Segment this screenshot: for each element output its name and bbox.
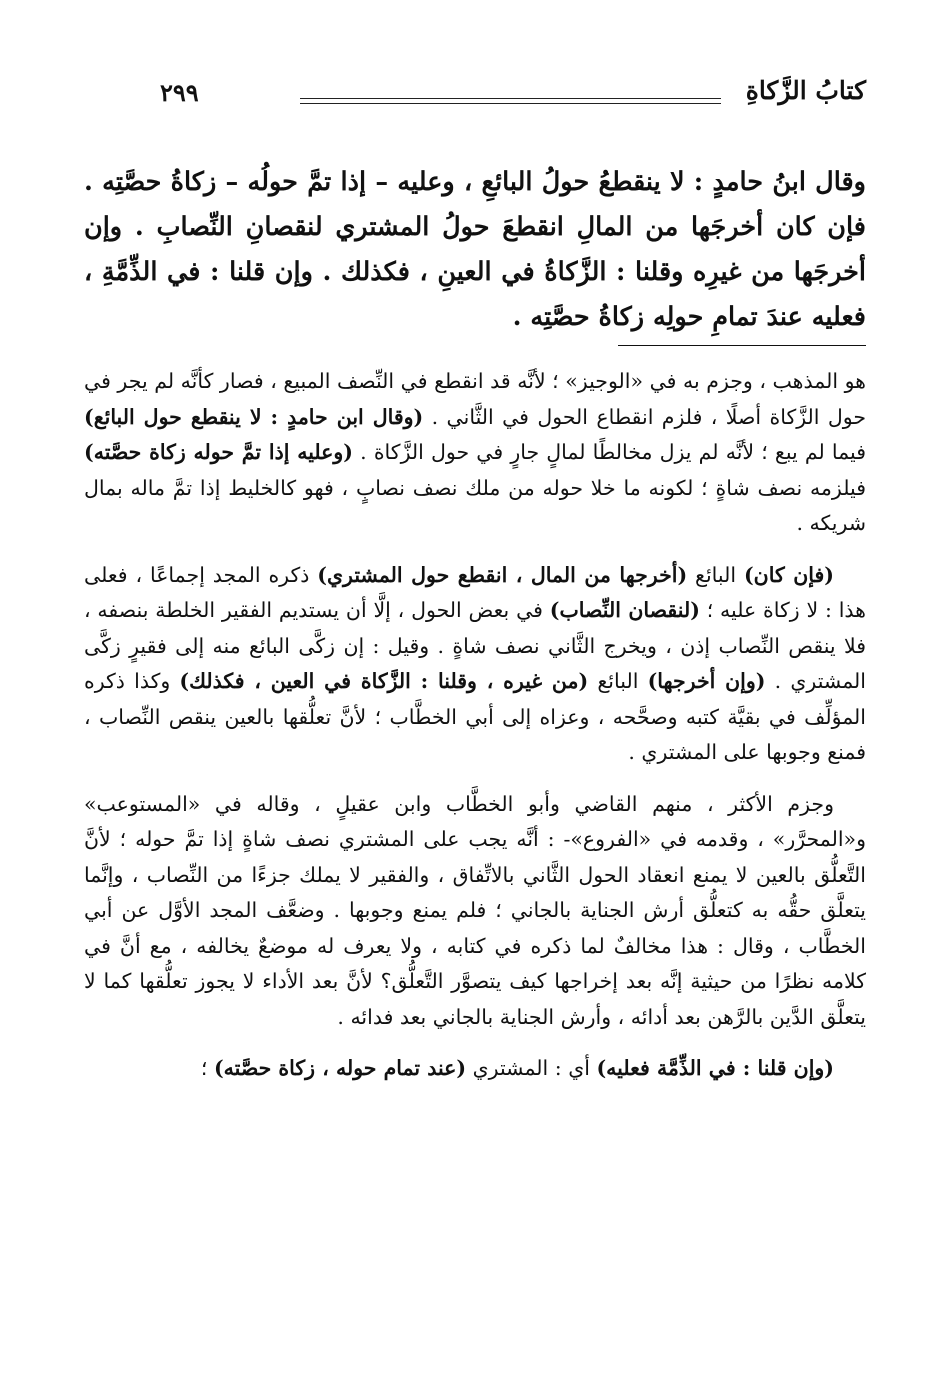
chapter-title: كتابُ الزَّكاةِ	[745, 76, 866, 105]
page-number: ٢٩٩	[160, 78, 199, 107]
page-header	[160, 72, 866, 112]
main-text: وقال ابنُ حامدٍ : لا ينقطعُ حولُ البائعِ ، وعليه – إذا تمَّ حولُه – زكاةُ حصَّتِه . فإن كان أخرجَها من المالِ انقطعَ حولُ المشتري لنقصانِ النِّصابِ . وإن أخرجَها من غيرِه وقلنا : الزَّكاةُ في العينِ ، فكذلك . وإن قلنا : في الذِّمَّةِ ، فعليه عندَ تمامِ حولِه زكاةُ حصَّتِه .	[84, 167, 866, 332]
commentary-paragraph-3: وجزم الأكثر ، منهم القاضي وأبو الخطَّاب وابن عقيلٍ ، وقاله في «المستوعب» و«المحرَّر» ، وقدمه في «الفروع»- : أنَّه يجب على المشتري نصف شاةٍ إذا تمَّ حوله ؛ لأنَّ التَّعلُّق بالعين لا يمنع انعقاد الحول الثَّاني بالاتِّفاق ، والفقير لا يملك جزءًا من النِّصاب ، وإنَّما يتعلَّق حقُّه به كتعلُّق أرش الجناية بالجاني ؛ فلم يمنع وجوبها . وضعَّف المجد الأوَّل عن أبي الخطَّاب ، وقال : هذا مخالفٌ لما ذكره في كتابه ، ولا يعرف له موضعٌ يخالفه ، مع أنَّ في كلامه نظرًا من حيثية إنَّه بعد إخراجها كيف يتصوَّر التَّعلُّق؟ لأنَّ بعد الأداء لا يجوز تعلُّقها كما لا يتعلَّق الدَّين بالرَّهن بعد أدائه ، وأرش الجناية بالجاني بعد فدائه .	[84, 791, 866, 1029]
commentary-paragraph-4: (وإن قلنا : في الذِّمَّة فعليه) أي : المشتري (عند تمام حوله ، زكاة حصَّته) ؛	[200, 1056, 834, 1080]
commentary-paragraph-1: هو المذهب ، وجزم به في «الوجيز» ؛ لأنَّه قد انقطع في النِّصف المبيع ، فصار كأنَّه لم يجر في حول الزَّكاة أصلًا ، فلزم انقطاع الحول في الثَّاني . (وقال ابن حامدٍ : لا ينقطع حول البائع) فيما لم يبع ؛ لأنَّه لم يزل مخالطًا لمالٍ جارٍ في حول الزَّكاة . (وعليه إذا تمَّ حوله زكاة حصَّته) فيلزمه نصف شاةٍ ؛ لكونه ما خلا حوله من ملك نصف نصابٍ ، فهو كالخليط إذا تمَّ ماله بمال شريكه .	[84, 369, 866, 535]
header-rule	[300, 98, 721, 104]
text-separator	[618, 345, 866, 346]
commentary	[84, 364, 866, 1103]
commentary-paragraph-2: (فإن كان) البائع (أخرجها من المال ، انقطع حول المشتري) ذكره المجد إجماعًا ، فعلى هذا : لا زكاة عليه ؛ (لنقصان النِّصاب) في بعض الحول ، إلَّا أن يستديم الفقير الخلطة بنصفه ، فلا ينقص النِّصاب إذن ، ويخرج الثَّاني نصف شاةٍ . وقيل : إن زكَّى البائع منه إلى فقيرٍ زكَّى المشتري . (وإن أخرجها) البائع (من غيره ، وقلنا : الزَّكاة في العين ، فكذلك) وكذا ذكره المؤلِّف في بقيَّة كتبه وصحَّحه ، وعزاه إلى أبي الخطَّاب ؛ لأنَّ تعلُّقها بالعين ينقص النِّصاب ، فمنع وجوبها على المشتري .	[84, 562, 866, 764]
